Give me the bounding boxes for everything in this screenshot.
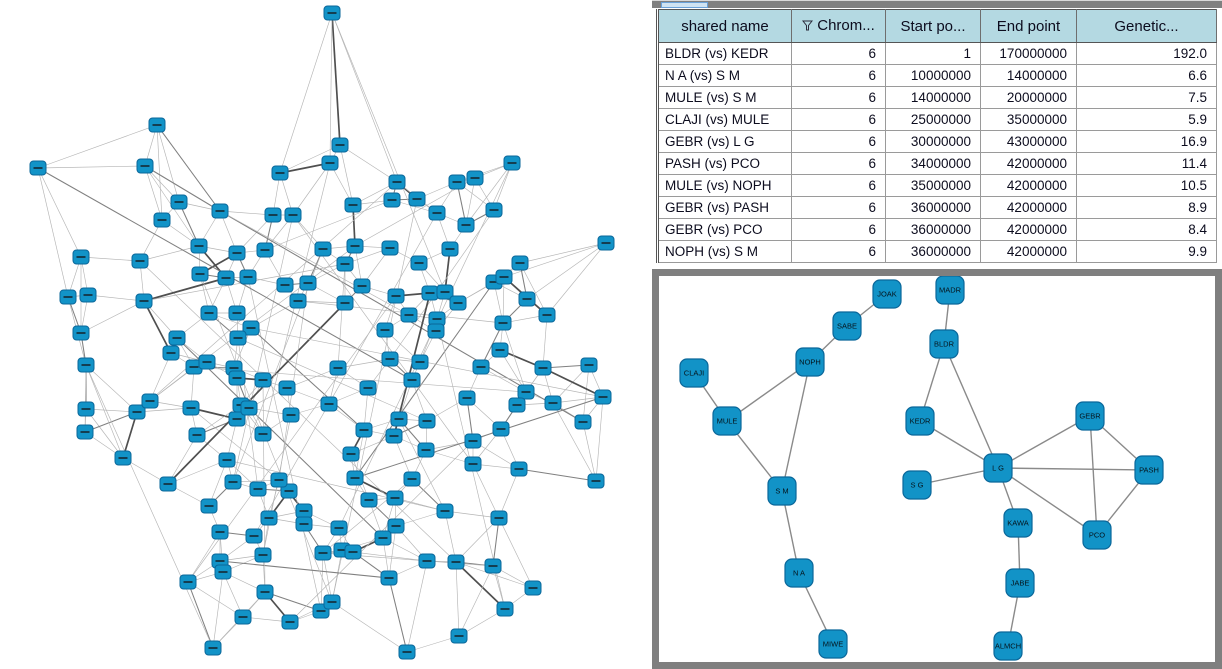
table-cell[interactable]: GEBR (vs) PASH <box>658 197 792 219</box>
table-cell[interactable]: CLAJI (vs) MULE <box>658 109 792 131</box>
table-cell[interactable]: 35000000 <box>886 175 981 197</box>
table-cell[interactable]: 6 <box>792 219 886 241</box>
network-edge[interactable] <box>445 511 456 562</box>
table-cell[interactable]: 1 <box>886 43 981 65</box>
table-row[interactable] <box>658 87 1217 109</box>
network-edge[interactable] <box>407 561 427 652</box>
network-edge[interactable] <box>168 460 227 484</box>
subnetwork-node-label: L G <box>992 463 1004 473</box>
attribute-table <box>656 9 1217 263</box>
subnetwork-node-label: BLDR <box>933 339 955 349</box>
network-edge[interactable] <box>459 566 493 636</box>
column-header-shared-name[interactable]: shared name <box>658 10 792 43</box>
table-cell[interactable]: 14000000 <box>886 87 981 109</box>
subnetwork-panel <box>652 269 1222 669</box>
network-edge[interactable] <box>520 263 547 315</box>
network-edge[interactable] <box>473 464 499 518</box>
network-edge[interactable] <box>389 578 407 652</box>
column-header-start-position[interactable]: Start po... <box>886 10 981 43</box>
table-cell[interactable]: NOPH (vs) S M <box>658 241 792 263</box>
column-header-genetic-distance[interactable]: Genetic... <box>1077 10 1217 43</box>
table-cell[interactable]: 6 <box>792 175 886 197</box>
table-cell[interactable]: 20000000 <box>981 87 1077 109</box>
subnetwork-edge[interactable] <box>1090 416 1097 535</box>
table-cell[interactable]: 30000000 <box>886 131 981 153</box>
network-edge[interactable] <box>520 243 606 263</box>
table-row[interactable] <box>658 131 1217 153</box>
subnetwork-node-label: S G <box>910 480 924 490</box>
subnetwork-canvas[interactable] <box>659 276 1215 662</box>
network-edge[interactable] <box>38 168 81 257</box>
network-edge[interactable] <box>280 13 332 173</box>
table-cell[interactable]: 8.9 <box>1077 197 1217 219</box>
column-header-chromosome[interactable] <box>792 10 886 43</box>
network-edge[interactable] <box>519 469 596 481</box>
table-cell[interactable]: 10000000 <box>886 65 981 87</box>
network-edge[interactable] <box>547 243 606 315</box>
table-cell[interactable]: 6 <box>792 87 886 109</box>
network-edge[interactable] <box>499 518 533 588</box>
network-edge[interactable] <box>140 246 199 261</box>
table-cell[interactable]: 42000000 <box>981 197 1077 219</box>
subnetwork-node-label: MIWE <box>822 639 844 649</box>
table-cell[interactable]: N A (vs) S M <box>658 65 792 87</box>
subnetwork-node-label: NOPH <box>799 357 821 367</box>
table-cell[interactable]: 192.0 <box>1077 43 1217 65</box>
table-cell[interactable]: 36000000 <box>886 197 981 219</box>
network-edge[interactable] <box>144 278 226 301</box>
subnetwork-edge[interactable] <box>782 362 810 491</box>
table-cell[interactable]: 35000000 <box>981 109 1077 131</box>
network-edge[interactable] <box>543 315 547 368</box>
attribute-table-panel <box>652 8 1222 269</box>
table-cell[interactable]: GEBR (vs) L G <box>658 131 792 153</box>
table-cell[interactable]: 42000000 <box>981 175 1077 197</box>
network-edge[interactable] <box>553 403 596 481</box>
table-cell[interactable]: 6 <box>792 131 886 153</box>
table-cell[interactable]: 6 <box>792 153 886 175</box>
network-edge[interactable] <box>340 145 353 205</box>
table-cell[interactable]: 10.5 <box>1077 175 1217 197</box>
table-cell[interactable]: BLDR (vs) KEDR <box>658 43 792 65</box>
subnetwork-node-label: S M <box>775 486 789 496</box>
table-row[interactable] <box>658 197 1217 219</box>
table-cell[interactable]: 42000000 <box>981 153 1077 175</box>
table-cell[interactable]: PASH (vs) PCO <box>658 153 792 175</box>
column-header-end-point[interactable]: End point <box>981 10 1077 43</box>
table-cell[interactable]: 6 <box>792 43 886 65</box>
network-edge[interactable] <box>81 301 144 333</box>
network-edge[interactable] <box>81 257 140 261</box>
network-edge[interactable] <box>332 13 397 182</box>
subnetwork-node-label: MADR <box>938 285 962 295</box>
table-row[interactable] <box>658 153 1217 175</box>
network-edge[interactable] <box>527 243 606 299</box>
network-edge[interactable] <box>323 479 412 553</box>
table-cell[interactable]: 42000000 <box>981 241 1077 263</box>
table-cell[interactable]: 34000000 <box>886 153 981 175</box>
subnetwork-node-label: PASH <box>1139 465 1159 475</box>
table-cell[interactable]: 25000000 <box>886 109 981 131</box>
subnetwork-edge[interactable] <box>998 468 1149 470</box>
subnetwork-node-label: JABE <box>1010 578 1030 588</box>
table-cell[interactable]: 6.6 <box>1077 65 1217 87</box>
table-cell[interactable]: 36000000 <box>886 219 981 241</box>
table-cell[interactable]: 14000000 <box>981 65 1077 87</box>
table-cell[interactable]: 6 <box>792 241 886 263</box>
table-row[interactable] <box>658 175 1217 197</box>
table-row[interactable] <box>658 241 1217 263</box>
table-cell[interactable]: 36000000 <box>886 241 981 263</box>
table-cell[interactable]: 6 <box>792 109 886 131</box>
table-cell[interactable]: 170000000 <box>981 43 1077 65</box>
subnetwork-node-label: KEDR <box>909 416 931 426</box>
network-edge[interactable] <box>596 397 603 481</box>
network-edge[interactable] <box>340 145 397 182</box>
subnetwork-node-label: GEBR <box>1079 411 1101 421</box>
table-cell[interactable]: GEBR (vs) PCO <box>658 219 792 241</box>
network-edge[interactable] <box>220 561 389 578</box>
table-cell[interactable]: 42000000 <box>981 219 1077 241</box>
network-edge[interactable] <box>339 163 512 528</box>
table-cell[interactable]: 6 <box>792 197 886 219</box>
table-cell[interactable]: 5.9 <box>1077 109 1217 131</box>
table-cell[interactable]: 7.5 <box>1077 87 1217 109</box>
subnetwork-node-label: JOAK <box>877 289 897 299</box>
subnetwork-node-label: PCO <box>1088 530 1106 540</box>
column-header-chromosome-label: Chrom... <box>817 17 875 34</box>
table-cell[interactable]: MULE (vs) NOPH <box>658 175 792 197</box>
table-cell[interactable]: 11.4 <box>1077 153 1217 175</box>
table-cell[interactable]: 43000000 <box>981 131 1077 153</box>
network-edge[interactable] <box>213 572 223 648</box>
network-edge[interactable] <box>188 582 213 648</box>
subnetwork-node-label: KAWA <box>1007 518 1029 528</box>
subnetwork-edge[interactable] <box>944 344 998 468</box>
subnetwork-node-label: ALMCH <box>994 641 1022 651</box>
table-cell[interactable]: 9.9 <box>1077 241 1217 263</box>
subnetwork-node-label: MULE <box>716 416 738 426</box>
top-strip <box>652 0 1222 8</box>
table-cell[interactable]: MULE (vs) S M <box>658 87 792 109</box>
table-cell[interactable]: 16.9 <box>1077 131 1217 153</box>
table-cell[interactable]: 8.4 <box>1077 219 1217 241</box>
network-edge[interactable] <box>321 553 323 611</box>
subnetwork-node-label: CLAJI <box>683 368 705 378</box>
table-cell[interactable]: 6 <box>792 65 886 87</box>
network-edge[interactable] <box>38 166 145 168</box>
table-row[interactable] <box>658 219 1217 241</box>
network-edge[interactable] <box>332 602 407 652</box>
subnetwork-node-label: N A <box>792 568 806 578</box>
subnetwork-node-label: SABE <box>836 321 858 331</box>
table-row[interactable] <box>658 65 1217 87</box>
table-row[interactable] <box>658 109 1217 131</box>
network-edge[interactable] <box>456 562 459 636</box>
filter-icon[interactable] <box>802 18 813 35</box>
table-row[interactable] <box>658 43 1217 65</box>
network-edge[interactable] <box>332 13 340 145</box>
network-edge[interactable] <box>38 168 68 297</box>
network-edge[interactable] <box>293 163 330 215</box>
table-header-row <box>658 10 1217 43</box>
network-edge[interactable] <box>583 422 596 481</box>
